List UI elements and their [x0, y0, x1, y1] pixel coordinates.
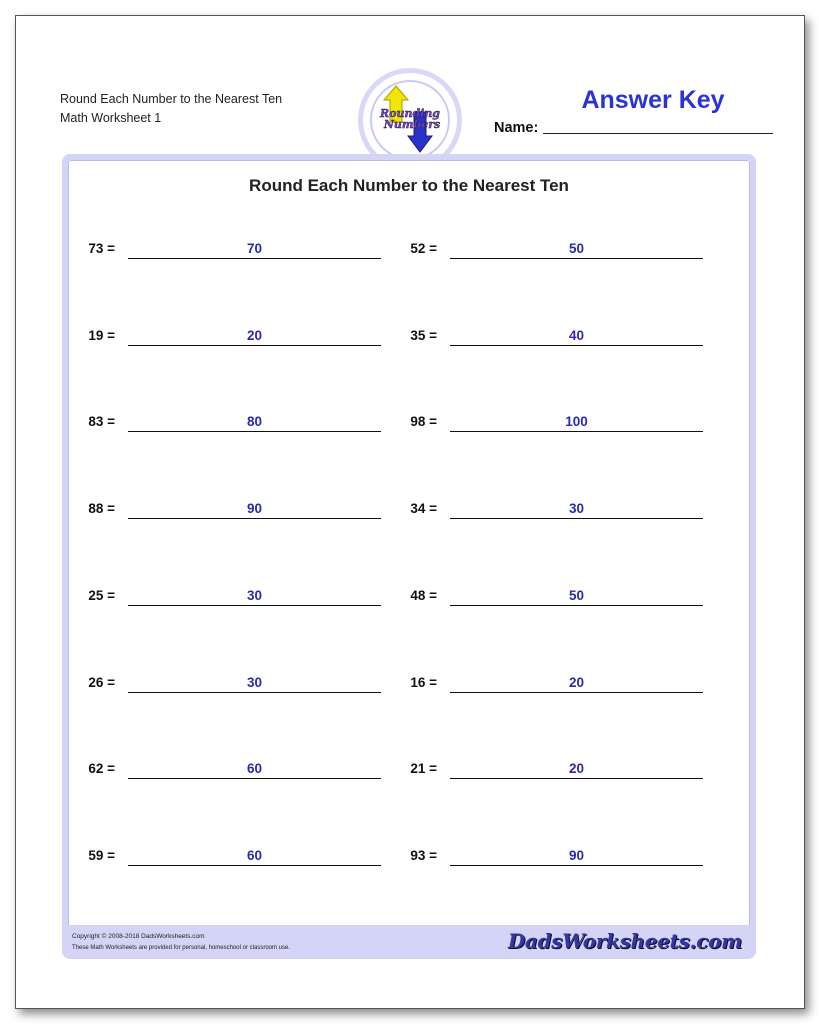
answer-value: 80 — [246, 414, 263, 430]
answer-line — [128, 692, 381, 693]
problem-label: 52 = — [410, 241, 437, 256]
worksheet-subtitle: Round Each Number to the Nearest Ten — [60, 92, 283, 106]
answer-value: 90 — [246, 501, 263, 517]
answer-value: 30 — [246, 587, 263, 603]
problem-label: 25 = — [88, 587, 115, 603]
problem-label: 26 = — [88, 674, 115, 690]
problems-frame — [62, 154, 756, 958]
answer-value: 50 — [568, 241, 585, 256]
worksheet-number: Math Worksheet 1 — [60, 111, 162, 125]
answer-value: 20 — [568, 674, 585, 690]
problem-label: 83 = — [88, 414, 115, 430]
problem-label: 34 = — [410, 501, 437, 517]
logo-text-numbers: Numbers — [383, 118, 441, 131]
problem-label: 59 = — [88, 847, 115, 863]
worksheet-page — [15, 15, 805, 1009]
problem-label: 16 = — [410, 674, 437, 690]
answer-value: 30 — [568, 501, 585, 517]
answer-value: 70 — [246, 241, 263, 256]
answer-line — [128, 778, 381, 779]
answer-value: 100 — [565, 414, 588, 430]
dadsworksheets-logo: DadsWorksheets.com — [507, 929, 742, 953]
answer-key-text: Answer Key — [581, 86, 725, 114]
logo-graphic — [372, 82, 448, 158]
answer-line — [450, 518, 703, 519]
problem-label: 19 = — [88, 327, 115, 343]
problem-label: 48 = — [410, 587, 437, 603]
answer-line — [128, 605, 381, 606]
logo-text-rounding: Rounding — [379, 107, 441, 120]
answer-line — [450, 865, 703, 866]
name-line — [543, 133, 773, 134]
copyright-text: Copyright © 2008-2018 DadsWorksheets.com — [72, 933, 205, 940]
answer-line — [128, 865, 381, 866]
answer-line — [450, 345, 703, 346]
footer-band — [62, 925, 756, 959]
problem-label: 21 = — [410, 761, 437, 777]
problem-label: 73 = — [88, 241, 115, 256]
name-label: Name: — [494, 120, 539, 136]
answer-value: 20 — [568, 761, 585, 777]
problem-label: 62 = — [88, 761, 115, 777]
answer-value: 90 — [568, 847, 585, 863]
answer-line — [450, 605, 703, 606]
problem-label: 88 = — [88, 501, 115, 517]
answer-value: 50 — [568, 587, 585, 603]
answer-value: 60 — [246, 847, 263, 863]
problem-label: 93 = — [410, 847, 437, 863]
answer-line — [128, 431, 381, 432]
answer-line — [450, 431, 703, 432]
answer-line — [450, 778, 703, 779]
disclaimer-text: These Math Worksheets are provided for personal, homeschool or classroom use. — [72, 945, 290, 951]
answer-value: 20 — [246, 327, 263, 343]
answer-value: 60 — [246, 761, 263, 777]
answer-value: 30 — [246, 674, 263, 690]
answer-line — [128, 258, 381, 259]
answer-line — [128, 518, 381, 519]
answer-line — [450, 692, 703, 693]
problem-label: 35 = — [410, 327, 437, 343]
worksheet-title: Round Each Number to the Nearest Ten — [249, 176, 569, 195]
problem-label: 98 = — [410, 414, 437, 430]
answer-value: 40 — [568, 327, 585, 343]
answer-line — [128, 345, 381, 346]
answer-line — [450, 258, 703, 259]
